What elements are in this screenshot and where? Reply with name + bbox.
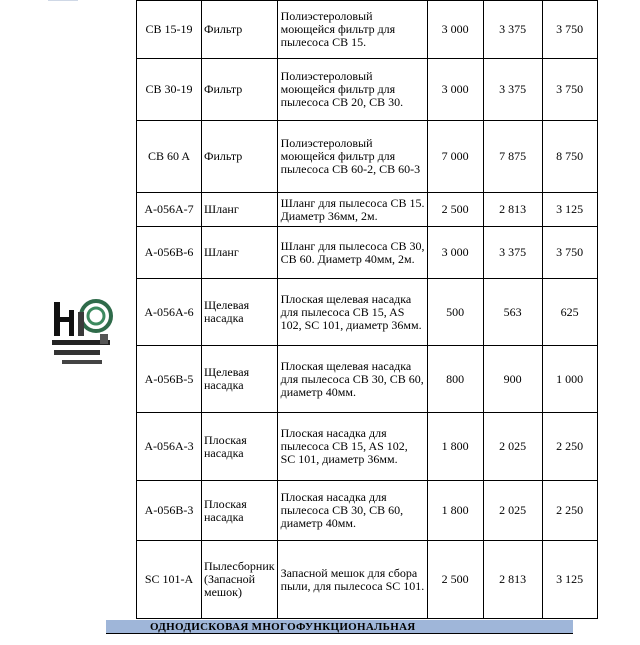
table-row (137, 1, 598, 59)
price-1: 800 (427, 346, 483, 413)
price-3: 2 250 (542, 481, 597, 541)
price-3: 3 750 (542, 59, 597, 121)
product-code: SC 101-A (137, 541, 202, 619)
product-code: A-056A-3 (137, 413, 202, 481)
price-1: 2 500 (427, 193, 483, 227)
product-description: Плоская щелевая насадка для пылесоса CB 30, CB 60, диаметр 40мм. (277, 346, 427, 413)
price-2: 2 025 (483, 481, 542, 541)
section-banner-label: ОДНОДИСКОВАЯ МНОГОФУНКЦИОНАЛЬНАЯ (150, 621, 416, 633)
product-description: Шланг для пылесоса CB 15. Диаметр 36мм, 2м. (277, 193, 427, 227)
table-row (137, 541, 598, 619)
price-2: 2 813 (483, 193, 542, 227)
table-row (137, 193, 598, 227)
price-1: 500 (427, 279, 483, 346)
product-name: Пылесборник (Запасной мешок) (202, 541, 278, 619)
price-2: 2 025 (483, 413, 542, 481)
product-description: Полиэстероловый моющейся фильтр для пылесоса CB 60-2, CB 60-3 (277, 121, 427, 193)
product-name: Фильтр (202, 121, 278, 193)
price-1: 3 000 (427, 59, 483, 121)
vacuum-accessories-image (52, 290, 114, 372)
price-1: 2 500 (427, 541, 483, 619)
price-1: 1 800 (427, 481, 483, 541)
price-1: 3 000 (427, 1, 483, 59)
price-2: 563 (483, 279, 542, 346)
price-3: 3 125 (542, 541, 597, 619)
banner-underline (106, 633, 573, 634)
table-row (137, 346, 598, 413)
product-code: A-056B-3 (137, 481, 202, 541)
price-3: 3 750 (542, 227, 597, 279)
product-description: Шланг для пылесоса CB 30, CB 60. Диаметр 40мм, 2м. (277, 227, 427, 279)
product-description: Полиэстероловый моющейся фильтр для пылесоса CB 15. (277, 1, 427, 59)
product-name: Шланг (202, 193, 278, 227)
top-rule (48, 0, 78, 1)
product-description: Запасной мешок для сбора пыли, для пылесоса SC 101. (277, 541, 427, 619)
product-code: CB 60 A (137, 121, 202, 193)
product-code: A-056B-5 (137, 346, 202, 413)
product-name: Щелевая насадка (202, 346, 278, 413)
price-3: 1 000 (542, 346, 597, 413)
table-row (137, 121, 598, 193)
vacuum-accessories-icon (52, 301, 111, 364)
product-name: Плоская насадка (202, 413, 278, 481)
section-banner (106, 620, 573, 634)
price-1: 7 000 (427, 121, 483, 193)
product-name: Плоская насадка (202, 481, 278, 541)
price-3: 2 250 (542, 413, 597, 481)
price-2: 3 375 (483, 227, 542, 279)
price-3: 625 (542, 279, 597, 346)
product-name: Шланг (202, 227, 278, 279)
product-description: Плоская насадка для пылесоса CB 30, CB 60, диаметр 40мм. (277, 481, 427, 541)
table-row (137, 279, 598, 346)
price-2: 2 813 (483, 541, 542, 619)
table-row (137, 227, 598, 279)
product-code: A-056A-6 (137, 279, 202, 346)
product-code: A-056A-7 (137, 193, 202, 227)
product-name: Фильтр (202, 59, 278, 121)
product-description: Плоская щелевая насадка для пылесоса CB 15, AS 102, SC 101, диаметр 36мм. (277, 279, 427, 346)
table-row (137, 413, 598, 481)
price-2: 3 375 (483, 1, 542, 59)
price-2: 900 (483, 346, 542, 413)
price-2: 3 375 (483, 59, 542, 121)
price-1: 1 800 (427, 413, 483, 481)
product-code: A-056B-6 (137, 227, 202, 279)
product-code: CB 30-19 (137, 59, 202, 121)
table-row (137, 59, 598, 121)
product-description: Плоская насадка для пылесоса CB 15, AS 102, SC 101, диаметр 36мм. (277, 413, 427, 481)
product-name: Щелевая насадка (202, 279, 278, 346)
product-description: Полиэстероловый моющейся фильтр для пылесоса CB 20, CB 30. (277, 59, 427, 121)
table-row (137, 481, 598, 541)
price-1: 3 000 (427, 227, 483, 279)
price-3: 3 750 (542, 1, 597, 59)
product-code: CB 15-19 (137, 1, 202, 59)
price-2: 7 875 (483, 121, 542, 193)
price-3: 3 125 (542, 193, 597, 227)
price-3: 8 750 (542, 121, 597, 193)
product-name: Фильтр (202, 1, 278, 59)
price-table (136, 0, 598, 619)
